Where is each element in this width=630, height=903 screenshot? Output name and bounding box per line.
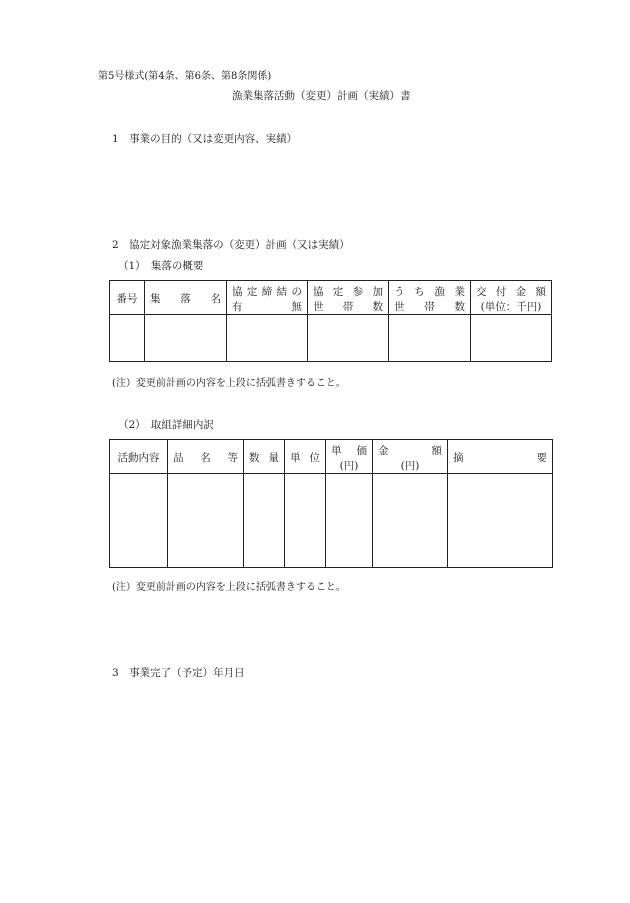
table1-header-row: [110, 281, 552, 315]
document-title: 漁業集落活動（変更）計画（実績）書: [232, 90, 411, 102]
section3-heading: 3 事業完了（予定）年月日: [112, 667, 245, 679]
settlement-overview-table: [109, 280, 552, 362]
table-cell[interactable]: [110, 315, 145, 362]
table-cell[interactable]: [373, 474, 448, 568]
t2-header-item-name: 品 名 等: [168, 440, 244, 474]
table-cell[interactable]: [145, 315, 227, 362]
table-cell[interactable]: [448, 474, 553, 568]
t1-header-agreement-signed: 協 定 締 結 の 有 無: [227, 281, 308, 315]
t1-header-number: 番号: [110, 281, 145, 315]
table-cell[interactable]: [110, 474, 168, 568]
t2-header-unit-price: 単 価 (円): [326, 440, 373, 474]
table-cell[interactable]: [285, 474, 326, 568]
table-cell[interactable]: [244, 474, 285, 568]
t1-header-settlement-name: 集 落 名: [145, 281, 227, 315]
form-number: 第5号様式(第4条、第6条、第8条関係): [98, 71, 272, 82]
table1-note: (注）変更前計画の内容を上段に括弧書きすること。: [112, 378, 346, 389]
section2-sub1: （1） 集落の概要: [118, 260, 204, 272]
table1-data-row: [110, 315, 552, 362]
table-cell[interactable]: [389, 315, 471, 362]
table-cell[interactable]: [227, 315, 308, 362]
section1-heading: 1 事業の目的（又は変更内容、実績）: [112, 133, 298, 145]
table2-header-row: [110, 440, 553, 474]
table-cell[interactable]: [168, 474, 244, 568]
t2-header-remarks: 摘 要: [448, 440, 553, 474]
t2-header-amount: 金 額 (円): [373, 440, 448, 474]
t1-header-fishing-households: う ち 漁 業 世 帯 数: [389, 281, 471, 315]
t2-header-activity: 活動内容: [110, 440, 168, 474]
table2-note: (注）変更前計画の内容を上段に括弧書きすること。: [112, 582, 346, 593]
table-cell[interactable]: [326, 474, 373, 568]
activity-detail-table: [109, 439, 553, 568]
t1-header-grant-amount: 交 付 金 額 (単位：千円): [471, 281, 552, 315]
section2-heading: 2 協定対象漁業集落の（変更）計画（又は実績）: [112, 239, 350, 251]
t1-header-participating-households: 協 定 参 加 世 帯 数: [308, 281, 389, 315]
t2-header-unit: 単 位: [285, 440, 326, 474]
table-cell[interactable]: [308, 315, 389, 362]
section2-sub2: （2） 取組詳細内訳: [118, 419, 214, 431]
table-cell[interactable]: [471, 315, 552, 362]
t2-header-quantity: 数 量: [244, 440, 285, 474]
table2-data-row: [110, 474, 553, 568]
